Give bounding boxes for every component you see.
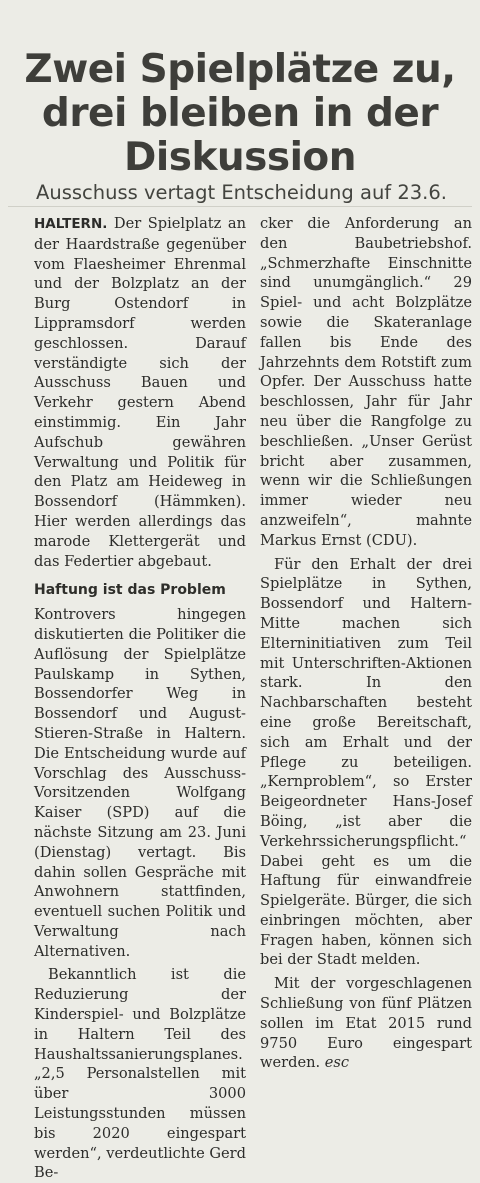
paragraph-intro <box>34 214 246 571</box>
divider <box>8 206 472 207</box>
headline: Zwei Spielplätze zu, drei bleiben in der Diskussion <box>24 47 456 181</box>
paragraph-savings <box>260 974 472 1073</box>
paragraph-budget: Bekanntlich ist die Reduzierung der Kinderspiel- und Bolzplätze in Haltern Teil des Haushaltssanierungsplanes. „2,5 Personalstellen mit über 3000 Leistungsstunden müssen bis 2020 eingespart werden“, verdeutlichte Gerd Be- <box>34 966 246 1182</box>
paragraph-continuation: cker die Anforderung an den Baubetriebshof. „Schmerzhafte Einschnitte sind unumgänglich.“ 29 Spiel- und acht Bolzplätze sowie die Skateranlage fallen bis Ende des Jahrzehnts dem Rotstift zum Opfer. Der Ausschuss hatte beschlossen, Jahr für Jahr neu über die Rangfolge zu beschließen. „Unser Gerüst bricht aber zusammen, wenn wir die Schließungen immer wieder neu anzweifeln“, mahnte Markus Ernst (CDU). <box>260 215 472 549</box>
paragraph-controversy: Kontrovers hingegen diskutierten die Politiker die Auflösung der Spielplätze Paulskamp in Sythen, Bossendorfer Weg in Bossendorf und August-Stieren-Straße in Haltern. Die Entscheidung wurde auf Vorschlag des Ausschuss-Vorsitzenden Wolfgang Kaiser (SPD) auf die nächste Sitzung am 23. Juni (Dienstag) vertagt. Bis dahin sollen Gespräche mit Anwohnern stattfinden, eventuell suchen Politik und Verwaltung nach Alternativen. <box>34 606 246 960</box>
left-column <box>34 214 246 1183</box>
adjacent-page-bleed <box>0 0 480 30</box>
subheadline: Ausschuss vertagt Entscheidung auf 23.6. <box>36 181 447 204</box>
author-initials: esc <box>324 1054 350 1072</box>
paragraph-initiatives: Für den Erhalt der drei Spielplätze in Sythen, Bossendorf und Haltern-Mitte machen sich Elterninitiativen zum Teil mit Unterschriften-Aktionen stark. In den Nachbarschaften besteht eine große Bereitschaft, sich am Erhalt und der Pflege zu beteiligen. „Kernproblem“, so Erster Beigeordneter Hans-Josef Böing, „ist aber die Verkehrssicherungspflicht.“ Dabei geht es um die Haftung für einwandfreie Spielgeräte. Bürger, die sich einbringen möchten, aber Fragen haben, können sich bei der Stadt melden. <box>260 555 472 969</box>
paragraph-intro-text: Der Spielplatz an der Haardstraße gegenüber vom Flaesheimer Ehrenmal und der Bolzplatz an der Burg Ostendorf in Lippramsdorf werden geschlossen. Darauf verständigte sich der Ausschuss Bauen und Verkehr gestern Abend einstimmig. Ein Jahr Aufschub gewähren Verwaltung und Politik für den Platz am Heideweg in Bossendorf (Hämmken). Hier werden allerdings das marode Klettergerät und das Federtier abgebaut. <box>34 215 246 570</box>
section-subtitle: Haftung ist das Problem <box>34 582 226 599</box>
paragraph-savings-text: Mit der vorgeschlagenen Schließung von fünf Plätzen sollen im Etat 2015 rund 9750 Euro eingespart werden. <box>260 975 472 1072</box>
dateline: HALTERN. <box>34 216 108 232</box>
article-body <box>34 214 472 1182</box>
right-column <box>260 214 472 1073</box>
